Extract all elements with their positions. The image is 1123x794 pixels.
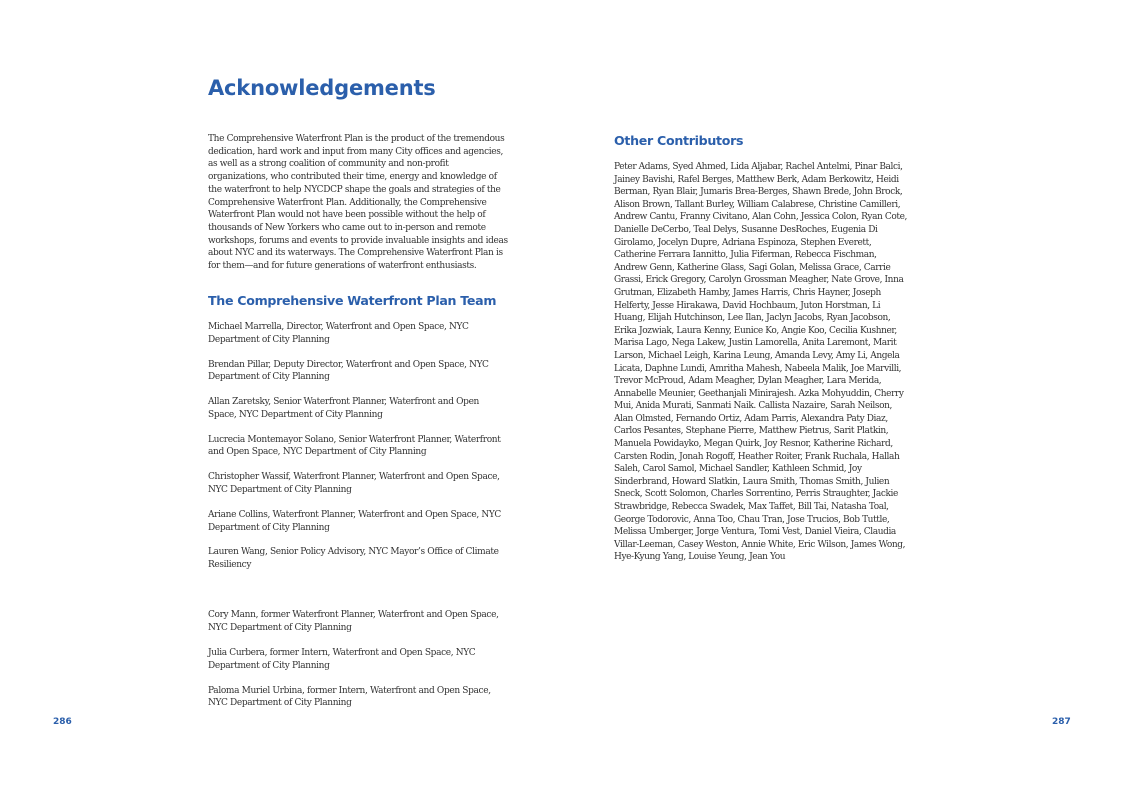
team-member: Christopher Wassif, Waterfront Planner, Waterfront and Open Space, NYC Department of City Planning	[208, 472, 500, 496]
team-member: Paloma Muriel Urbina, former Intern, Waterfront and Open Space, NYC Department of City Planning	[208, 685, 491, 709]
team-member-list	[208, 321, 508, 722]
page-number-left: 286	[53, 717, 72, 727]
team-member: Michael Marrella, Director, Waterfront and Open Space, NYC Department of City Planning	[208, 322, 469, 345]
team-member: Cory Mann, former Waterfront Planner, Waterfront and Open Space, NYC Department of City Planning	[208, 610, 499, 634]
team-member: Julia Curbera, former Intern, Waterfront and Open Space, NYC Department of City Planning	[208, 648, 476, 671]
intro-paragraph: The Comprehensive Waterfront Plan is the product of the tremendous dedication, hard work and input from many City offices and agencies, as well as a strong coalition of community and non-profit organizations, who contributed their time, energy and knowledge of the waterfront to help NYCDCP shape the goals and strategies of the Comprehensive Waterfront Plan. Additionally, the Comprehensive Waterfront Plan would not have been possible without the help of thousands of New Yorkers who came out to in-person and remote workshops, forums and events to provide invaluable insights and ideas about NYC and its waterways. The Comprehensive Waterfront Plan is for them—and for future generations of waterfront enthusiasts.	[208, 134, 508, 272]
contributors-list: Peter Adams, Syed Ahmed, Lida Aljabar, Rachel Antelmi, Pinar Balci, Jainey Bavishi, Rafel Berges, Matthew Berk, Adam Berkowitz, Heidi Berman, Ryan Blair, Jumaris Brea-Berges, Shawn Brede, John Brock, Alison Brown, Tallant Burley, William Calabrese, Christine Camilleri, Andrew Cantu, Franny Civitano, Alan Cohn, Jessica Colon, Ryan Cote, Danielle DeCerbo, Teal Delys, Susanne DesRoches, Eugenia Di Girolamo, Jocelyn Dupre, Adriana Espinoza, Stephen Everett, Catherine Ferrara Iannitto, Julia Fiferman, Rebecca Fischman, Andrew Genn, Katherine Glass, Sagi Golan, Melissa Grace, Carrie Grassi, Erick Gregory, Carolyn Grossman Meagher, Nate Grove, Inna Grutman, Elizabeth Hamby, James Harris, Chris Hayner, Joseph Helferty, Jesse Hirakawa, David Hochbaum, Juton Horstman, Li Huang, Elijah Hutchinson, Lee Ilan, Jaclyn Jacobs, Ryan Jacobson, Erika Jozwiak, Laura Kenny, Eunice Ko, Angie Koo, Cecilia Kushner, Marisa Lago, Nega Lakew, Justin Lamorella, Anita Laremont, Marit Larson, Michael Leigh, Karina Leung, Amanda Levy, Amy Li, Angela Licata, Daphne Lundi, Amritha Mahesh, Nabeela Malik, Joe Marvilli, Trevor McProud, Adam Meagher, Dylan Meagher, Lara Merida, Annabelle Meunier, Geethanjali Minirajesh. Azka Mohyuddin, Cherry Mui, Anida Murati, Sanmati Naik. Callista Nazaire, Sarah Neilson, Alan Olmsted, Fernando Ortiz, Adam Parris, Alexandra Paty Diaz, Carlos Pesantes, Stephane Pierre, Matthew Pietrus, Sarit Platkin, Manuela Powidayko, Megan Quirk, Joy Resnor, Katherine Richard, Carsten Rodin, Jonah Rogoff, Heather Roiter, Frank Ruchala, Hallah Saleh, Carol Samol, Michael Sandler, Kathleen Schmid, Joy Sinderbrand, Howard Slatkin, Laura Smith, Thomas Smith, Julien Sneck, Scott Solomon, Charles Sorrentino, Perris Straughter, Jackie Strawbridge, Rebecca Swadek, Max Taffet, Bill Tai, Natasha Toal, George Todorovic, Anna Too, Chau Tran, Jose Trucios, Bob Tuttle, Melissa Umberger, Jorge Ventura, Tomi Vest, Daniel Vieira, Claudia Villar-Leeman, Casey Weston, Annie White, Eric Wilson, James Wong, Hye-Kyung Yang, Louise Yeung, Jean You	[614, 162, 908, 563]
team-member: Ariane Collins, Waterfront Planner, Waterfront and Open Space, NYC Department of City Planning	[208, 509, 501, 533]
team-member: Brendan Pillar, Deputy Director, Waterfront and Open Space, NYC Department of City Planning	[208, 359, 489, 383]
page-number-right: 287	[1052, 717, 1071, 727]
page-title: Acknowledgements	[208, 76, 436, 100]
team-member: Lucrecia Montemayor Solano, Senior Waterfront Planner, Waterfront and Open Space, NYC Department of City Planning	[208, 434, 501, 458]
team-heading: The Comprehensive Waterfront Plan Team	[208, 293, 497, 308]
contributors-heading: Other Contributors	[614, 133, 744, 148]
team-member: Allan Zaretsky, Senior Waterfront Planner, Waterfront and Open Space, NYC Department of City Planning	[208, 397, 479, 420]
team-member: Lauren Wang, Senior Policy Advisory, NYC Mayor’s Office of Climate Resiliency	[208, 547, 499, 571]
